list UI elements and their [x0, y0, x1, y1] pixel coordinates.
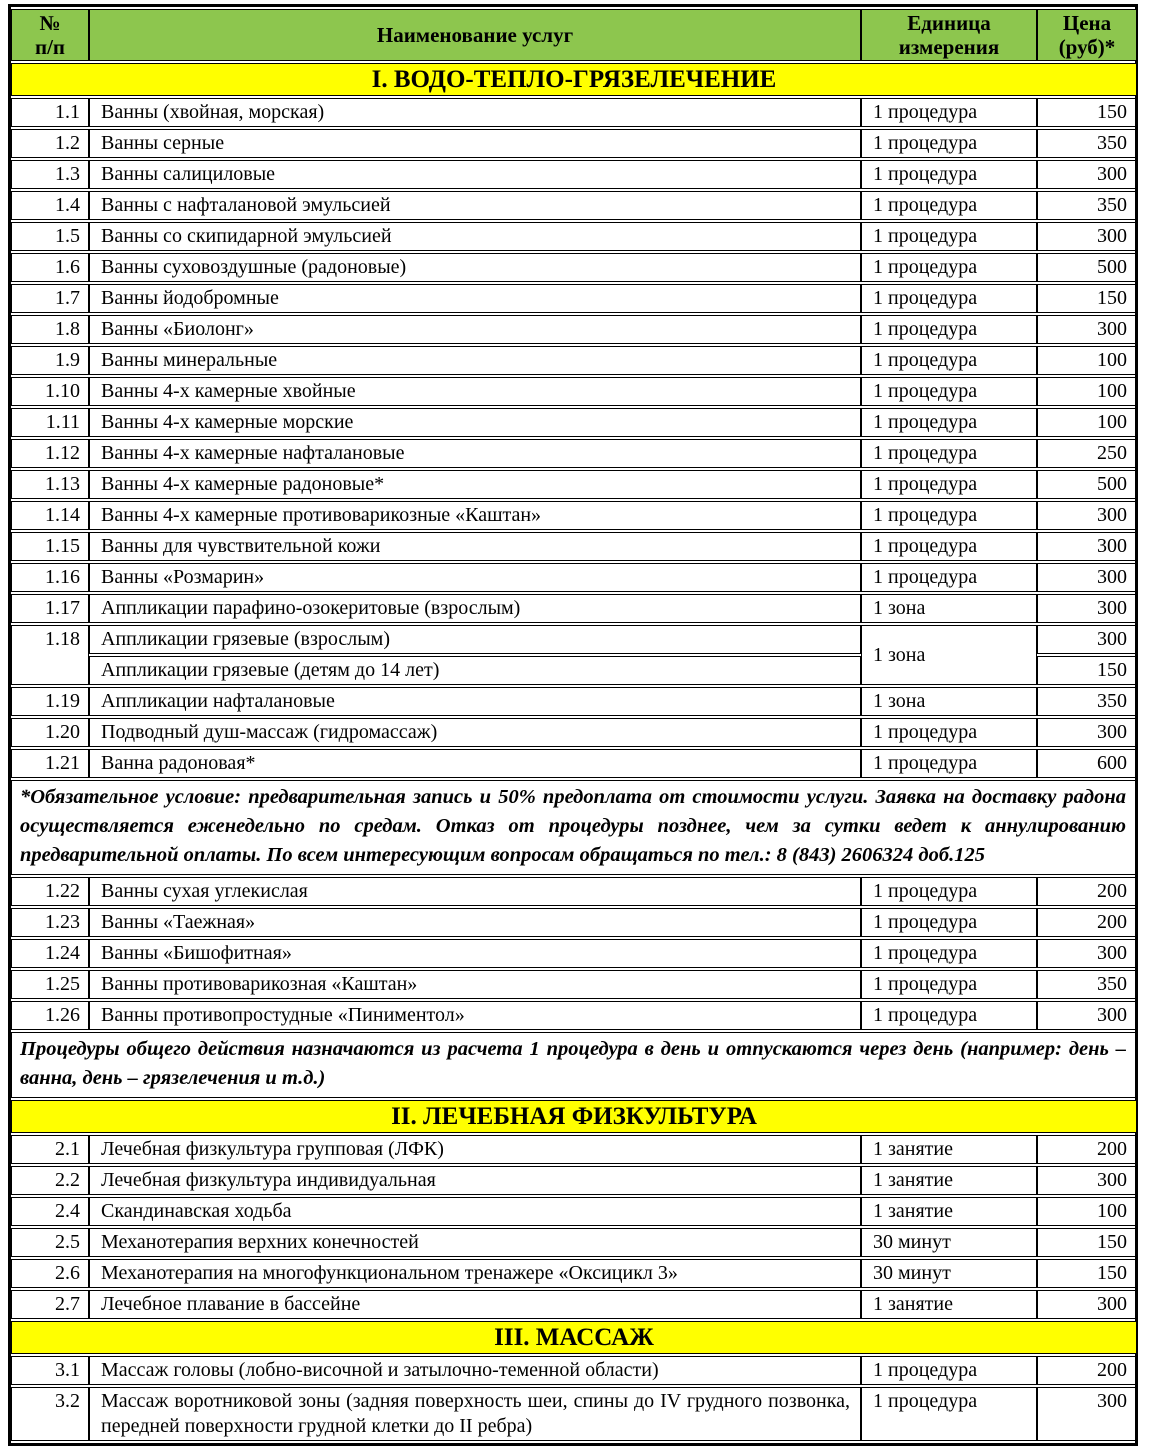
table-row — [11, 377, 1137, 406]
row-number: 3.1 — [11, 1356, 89, 1385]
unit-of-measure: 1 занятие — [861, 1290, 1037, 1319]
table-row — [11, 191, 1137, 220]
service-name: Ванны салициловые — [89, 160, 861, 189]
row-number: 2.6 — [11, 1259, 89, 1288]
table-row — [11, 908, 1137, 937]
price-value: 150 — [1037, 656, 1137, 685]
table-row — [11, 687, 1137, 716]
unit-of-measure: 1 процедура — [861, 1387, 1037, 1441]
price-value: 300 — [1037, 718, 1137, 747]
price-value: 200 — [1037, 908, 1137, 937]
service-name: Ванны противоварикозная «Каштан» — [89, 970, 861, 999]
row-number: 1.13 — [11, 470, 89, 499]
row-number: 1.9 — [11, 346, 89, 375]
price-value: 200 — [1037, 1356, 1137, 1385]
row-number: 1.5 — [11, 222, 89, 251]
unit-of-measure: 1 процедура — [861, 749, 1037, 778]
service-name: Ванны (хвойная, морская) — [89, 98, 861, 127]
section-header-row — [11, 1100, 1137, 1133]
unit-of-measure: 1 процедура — [861, 563, 1037, 592]
unit-of-measure: 30 минут — [861, 1259, 1037, 1288]
service-name: Ванны с нафталановой эмульсией — [89, 191, 861, 220]
service-name: Ванны «Биолонг» — [89, 315, 861, 344]
unit-of-measure: 1 процедура — [861, 439, 1037, 468]
price-value: 300 — [1037, 160, 1137, 189]
service-name: Ванна радоновая* — [89, 749, 861, 778]
unit-of-measure: 1 процедура — [861, 408, 1037, 437]
service-name: Ванны «Таежная» — [89, 908, 861, 937]
unit-of-measure: 1 занятие — [861, 1135, 1037, 1164]
table-row — [11, 1135, 1137, 1164]
price-value: 300 — [1037, 563, 1137, 592]
table-row — [11, 1001, 1137, 1030]
table-row — [11, 408, 1137, 437]
unit-of-measure: 1 процедура — [861, 160, 1037, 189]
unit-of-measure: 1 процедура — [861, 191, 1037, 220]
unit-of-measure: 1 процедура — [861, 346, 1037, 375]
table-row — [11, 160, 1137, 189]
section-header-row — [11, 63, 1137, 96]
unit-of-measure: 1 процедура — [861, 718, 1037, 747]
price-value: 300 — [1037, 532, 1137, 561]
unit-of-measure: 1 занятие — [861, 1197, 1037, 1226]
price-value: 300 — [1037, 315, 1137, 344]
price-value: 350 — [1037, 970, 1137, 999]
unit-of-measure: 1 процедура — [861, 129, 1037, 158]
service-name: Ванны 4-х камерные противоварикозные «Каштан» — [89, 501, 861, 530]
price-value: 350 — [1037, 129, 1137, 158]
service-name: Ванны противопростудные «Пиниментол» — [89, 1001, 861, 1030]
unit-of-measure: 1 процедура — [861, 98, 1037, 127]
table-row — [11, 1166, 1137, 1195]
unit-of-measure: 1 процедура — [861, 470, 1037, 499]
row-number: 1.7 — [11, 284, 89, 313]
table-header-row — [11, 9, 1137, 61]
row-number: 1.26 — [11, 1001, 89, 1030]
row-number: 2.4 — [11, 1197, 89, 1226]
service-name: Ванны для чувствительной кожи — [89, 532, 861, 561]
table-row — [11, 98, 1137, 127]
note-text: Процедуры общего действия назначаются из расчета 1 процедура в день и отпускаются через день (например: день – ванна, день – грязелечения и т.д.) — [11, 1032, 1137, 1098]
service-name: Аппликации грязевые (взрослым) — [89, 625, 861, 654]
price-value: 150 — [1037, 98, 1137, 127]
table-row — [11, 1290, 1137, 1319]
price-table — [11, 7, 1137, 1443]
section-title: I. ВОДО-ТЕПЛО-ГРЯЗЕЛЕЧЕНИЕ — [11, 63, 1137, 96]
row-number: 1.20 — [11, 718, 89, 747]
unit-of-measure: 1 процедура — [861, 284, 1037, 313]
unit-of-measure: 1 процедура — [861, 939, 1037, 968]
row-number: 1.1 — [11, 98, 89, 127]
table-row — [11, 253, 1137, 282]
service-name: Ванны йодобромные — [89, 284, 861, 313]
table-row — [11, 877, 1137, 906]
service-name: Массаж воротниковой зоны (задняя поверхность шеи, спины до IV грудного позвонка, передней поверхности грудной клетки до II ребра) — [89, 1387, 861, 1441]
table-row — [11, 222, 1137, 251]
service-name: Ванны суховоздушные (радоновые) — [89, 253, 861, 282]
header-service-name: Наименование услуг — [89, 9, 861, 61]
header-unit: Единица измерения — [861, 9, 1037, 61]
row-number: 1.24 — [11, 939, 89, 968]
service-name: Ванны минеральные — [89, 346, 861, 375]
service-name: Лечебная физкультура индивидуальная — [89, 1166, 861, 1195]
row-number: 1.19 — [11, 687, 89, 716]
service-name: Аппликации грязевые (детям до 14 лет) — [89, 656, 861, 685]
row-number: 1.23 — [11, 908, 89, 937]
row-number: 1.16 — [11, 563, 89, 592]
unit-of-measure: 1 процедура — [861, 315, 1037, 344]
price-value: 600 — [1037, 749, 1137, 778]
price-value: 200 — [1037, 1135, 1137, 1164]
note-text: *Обязательное условие: предварительная запись и 50% предоплата от стоимости услуги. Заявка на доставку радона осуществляется еженедельно по средам. Отказ от процедуры позднее, чем за сутки ведет к аннулированию предварительной оплаты. По всем интересующим вопросам обращаться по тел.: 8 (843) 2606324 доб.125 — [11, 780, 1137, 875]
table-row — [11, 470, 1137, 499]
price-value: 100 — [1037, 408, 1137, 437]
service-name: Ванны со скипидарной эмульсией — [89, 222, 861, 251]
table-row — [11, 501, 1137, 530]
service-name: Аппликации нафталановые — [89, 687, 861, 716]
price-value: 300 — [1037, 501, 1137, 530]
price-value: 500 — [1037, 470, 1137, 499]
price-value: 200 — [1037, 877, 1137, 906]
unit-of-measure: 1 процедура — [861, 908, 1037, 937]
service-name: Ванны «Розмарин» — [89, 563, 861, 592]
table-row — [11, 315, 1137, 344]
service-name: Механотерапия на многофункциональном тренажере «Оксицикл 3» — [89, 1259, 861, 1288]
table-row — [11, 439, 1137, 468]
unit-of-measure: 1 процедура — [861, 970, 1037, 999]
service-name: Ванны сухая углекислая — [89, 877, 861, 906]
unit-of-measure: 1 процедура — [861, 1001, 1037, 1030]
row-number: 1.3 — [11, 160, 89, 189]
table-row — [11, 346, 1137, 375]
row-number: 1.14 — [11, 501, 89, 530]
table-row — [11, 1259, 1137, 1288]
service-name: Ванны 4-х камерные радоновые* — [89, 470, 861, 499]
service-name: Механотерапия верхних конечностей — [89, 1228, 861, 1257]
row-number: 1.25 — [11, 970, 89, 999]
row-number: 1.18 — [11, 625, 89, 685]
unit-of-measure: 1 процедура — [861, 877, 1037, 906]
table-row — [11, 284, 1137, 313]
row-number: 1.6 — [11, 253, 89, 282]
row-number: 1.22 — [11, 877, 89, 906]
table-row — [11, 532, 1137, 561]
table-row — [11, 718, 1137, 747]
section-header-row — [11, 1321, 1137, 1354]
unit-of-measure: 1 зона — [861, 594, 1037, 623]
service-name: Аппликации парафино-озокеритовые (взрослым) — [89, 594, 861, 623]
unit-of-measure: 1 процедура — [861, 222, 1037, 251]
price-value: 300 — [1037, 625, 1137, 654]
unit-of-measure: 1 зона — [861, 625, 1037, 685]
price-value: 150 — [1037, 284, 1137, 313]
price-value: 100 — [1037, 346, 1137, 375]
price-value: 500 — [1037, 253, 1137, 282]
price-value: 100 — [1037, 377, 1137, 406]
table-row — [11, 563, 1137, 592]
unit-of-measure: 1 процедура — [861, 1356, 1037, 1385]
table-row — [11, 970, 1137, 999]
row-number: 1.10 — [11, 377, 89, 406]
service-name: Скандинавская ходьба — [89, 1197, 861, 1226]
price-value: 300 — [1037, 222, 1137, 251]
row-number: 2.1 — [11, 1135, 89, 1164]
unit-of-measure: 1 процедура — [861, 377, 1037, 406]
table-row — [11, 939, 1137, 968]
service-name: Ванны 4-х камерные морские — [89, 408, 861, 437]
row-number: 2.5 — [11, 1228, 89, 1257]
table-row — [11, 1197, 1137, 1226]
table-row — [11, 594, 1137, 623]
price-value: 300 — [1037, 1387, 1137, 1441]
price-value: 150 — [1037, 1228, 1137, 1257]
row-number: 1.17 — [11, 594, 89, 623]
price-value: 300 — [1037, 1290, 1137, 1319]
service-name: Лечебное плавание в бассейне — [89, 1290, 861, 1319]
service-name: Лечебная физкультура групповая (ЛФК) — [89, 1135, 861, 1164]
header-price: Цена (руб)* — [1037, 9, 1137, 61]
unit-of-measure: 1 процедура — [861, 253, 1037, 282]
price-value: 300 — [1037, 939, 1137, 968]
service-name: Подводный душ-массаж (гидромассаж) — [89, 718, 861, 747]
row-number: 1.11 — [11, 408, 89, 437]
table-row — [11, 1228, 1137, 1257]
price-value: 100 — [1037, 1197, 1137, 1226]
unit-of-measure: 30 минут — [861, 1228, 1037, 1257]
price-value: 350 — [1037, 191, 1137, 220]
service-name: Массаж головы (лобно-височной и затылочно-теменной области) — [89, 1356, 861, 1385]
section-title: II. ЛЕЧЕБНАЯ ФИЗКУЛЬТУРА — [11, 1100, 1137, 1133]
unit-of-measure: 1 зона — [861, 687, 1037, 716]
table-row — [11, 625, 1137, 654]
price-value: 150 — [1037, 1259, 1137, 1288]
row-number: 2.2 — [11, 1166, 89, 1195]
service-name: Ванны серные — [89, 129, 861, 158]
row-number: 1.8 — [11, 315, 89, 344]
row-number: 1.12 — [11, 439, 89, 468]
note-row — [11, 1032, 1137, 1098]
section-title: III. МАССАЖ — [11, 1321, 1137, 1354]
price-value: 350 — [1037, 687, 1137, 716]
table-row — [11, 129, 1137, 158]
price-table-frame — [8, 4, 1138, 1446]
header-num: № п/п — [11, 9, 89, 61]
row-number: 1.15 — [11, 532, 89, 561]
note-row — [11, 780, 1137, 875]
table-row — [11, 749, 1137, 778]
price-value: 250 — [1037, 439, 1137, 468]
price-value: 300 — [1037, 1001, 1137, 1030]
row-number: 1.2 — [11, 129, 89, 158]
table-row — [11, 1387, 1137, 1441]
price-table-body — [11, 9, 1137, 1441]
unit-of-measure: 1 процедура — [861, 501, 1037, 530]
row-number: 2.7 — [11, 1290, 89, 1319]
service-name: Ванны «Бишофитная» — [89, 939, 861, 968]
price-value: 300 — [1037, 1166, 1137, 1195]
unit-of-measure: 1 занятие — [861, 1166, 1037, 1195]
row-number: 3.2 — [11, 1387, 89, 1441]
service-name: Ванны 4-х камерные хвойные — [89, 377, 861, 406]
row-number: 1.21 — [11, 749, 89, 778]
price-value: 300 — [1037, 594, 1137, 623]
table-row — [11, 1356, 1137, 1385]
unit-of-measure: 1 процедура — [861, 532, 1037, 561]
row-number: 1.4 — [11, 191, 89, 220]
service-name: Ванны 4-х камерные нафталановые — [89, 439, 861, 468]
